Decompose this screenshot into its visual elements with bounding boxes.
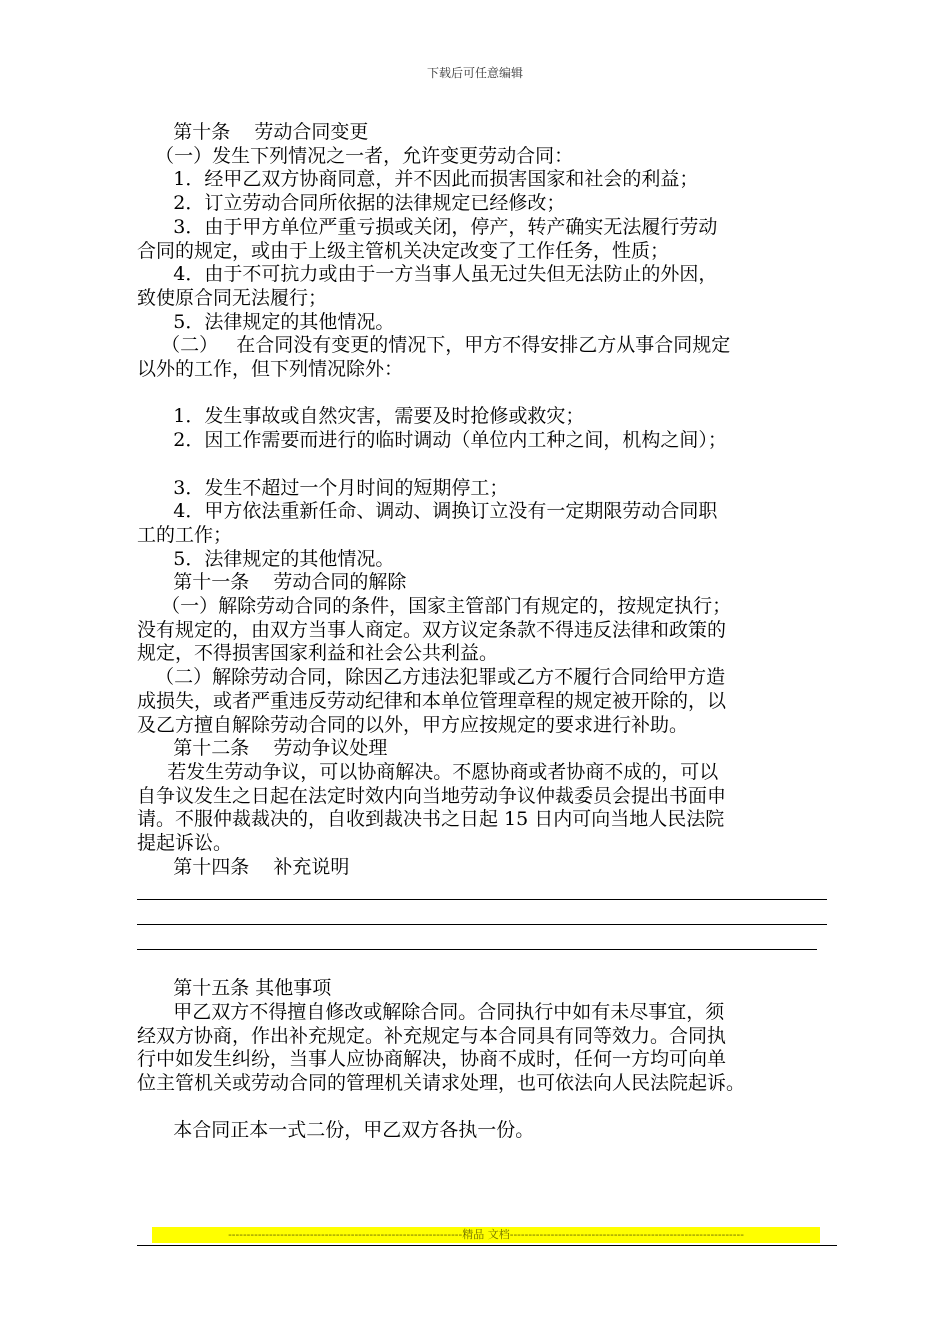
text-line: 5．法律规定的其他情况。: [137, 310, 395, 333]
text-line: 第十条 劳动合同变更: [137, 121, 369, 143]
blank-line: [137, 954, 841, 978]
text-line: 及乙方擅自解除劳动合同的以外，甲方应按规定的要求进行补助。: [137, 713, 689, 736]
blank-fill-line: [137, 879, 827, 900]
footer-rule: [137, 1245, 837, 1246]
text-line: 工的工作；: [137, 523, 233, 546]
text-line: 若发生劳动争议，可以协商解决。不愿协商或者协商不成的，可以: [137, 760, 719, 783]
text-line: 行中如发生纠纷，当事人应协商解决，协商不成时，任何一方均可向单: [137, 1048, 727, 1071]
text-line: 1．经甲乙双方协商同意，并不因此而损害国家和社会的利益；: [137, 168, 699, 191]
text-line: （二） 在合同没有变更的情况下，甲方不得安排乙方从事合同规定: [137, 334, 731, 357]
text-line: 成损失，或者严重违反劳动纪律和本单位管理章程的规定被开除的，以: [137, 689, 727, 712]
text-line: 甲乙双方不得擅自修改或解除合同。合同执行中如有未尽事宜，须: [137, 1000, 725, 1023]
text-line: 以外的工作，但下列情况除外：: [137, 358, 404, 381]
text-line: 没有规定的，由双方当事人商定。双方议定条款不得违反法律和政策的: [137, 618, 727, 641]
blank-line: [137, 453, 841, 477]
text-line: 合同的规定，或由于上级主管机关决定改变了工作任务，性质；: [137, 239, 670, 262]
text-line: 位主管机关或劳动合同的管理机关请求处理，也可依法向人民法院起诉。: [137, 1072, 746, 1095]
text-line: （一）解除劳动合同的条件，国家主管部门有规定的，按规定执行；: [137, 595, 732, 618]
text-line: 2．因工作需要而进行的临时调动（单位内工种之间，机构之间）；: [137, 429, 727, 452]
text-line: 4．甲方依法重新任命、调动、调换订立没有一定期限劳动合同职: [137, 500, 718, 523]
page-header: 下载后可任意编辑: [426, 66, 523, 80]
text-line: 3．发生不超过一个月时间的短期停工；: [137, 476, 509, 499]
blank-line: [137, 1096, 841, 1120]
footer-dashes-left: ---------------------------------------------------------------: [228, 1228, 463, 1241]
text-line: 第十四条 补充说明: [137, 855, 350, 878]
text-line: （二）解除劳动合同，除因乙方违法犯罪或乙方不履行合同给甲方造: [137, 666, 726, 689]
text-line: （一）发生下列情况之一者，允许变更劳动合同：: [137, 144, 574, 167]
contract-body: [137, 121, 841, 1143]
text-line: 2．订立劳动合同所依据的法律规定已经修改；: [137, 192, 566, 215]
text-line: 4．由于不可抗力或由于一方当事人虽无过失但无法防止的外因，: [137, 263, 718, 286]
text-line: 第十五条 其他事项: [137, 977, 332, 1000]
text-line: 请。不服仲裁裁决的，自收到裁决书之日起 15 日内可向当地人民法院: [137, 808, 725, 831]
text-line: 本合同正本一式二份，甲乙双方各执一份。: [137, 1119, 535, 1142]
page-footer: [137, 1227, 837, 1246]
blank-fill-line: [137, 929, 817, 950]
text-line: 自争议发生之日起在法定时效内向当地劳动争议仲裁委员会提出书面申: [137, 784, 727, 807]
text-line: 经双方协商，作出补充规定。补充规定与本合同具有同等效力。合同执: [137, 1024, 727, 1047]
footer-dashes-right: ---------------------------------------------------------------: [509, 1228, 744, 1241]
text-line: 第十一条 劳动合同的解除: [137, 571, 407, 594]
blank-fill-line: [137, 904, 827, 925]
text-line: 5．法律规定的其他情况。: [137, 547, 395, 570]
text-line: 1．发生事故或自然灾害，需要及时抢修或救灾；: [137, 405, 585, 428]
text-line: 3．由于甲方单位严重亏损或关闭，停产，转产确实无法履行劳动: [137, 215, 718, 238]
text-line: 规定，不得损害国家利益和社会公共利益。: [137, 642, 499, 665]
text-line: 提起诉讼。: [137, 832, 233, 855]
footer-highlight-bar: [152, 1227, 820, 1243]
footer-label: 精品 文档: [462, 1228, 510, 1241]
text-line: 致使原合同无法履行；: [137, 286, 328, 309]
blank-line: [137, 382, 841, 406]
text-line: 第十二条 劳动争议处理: [137, 737, 388, 760]
